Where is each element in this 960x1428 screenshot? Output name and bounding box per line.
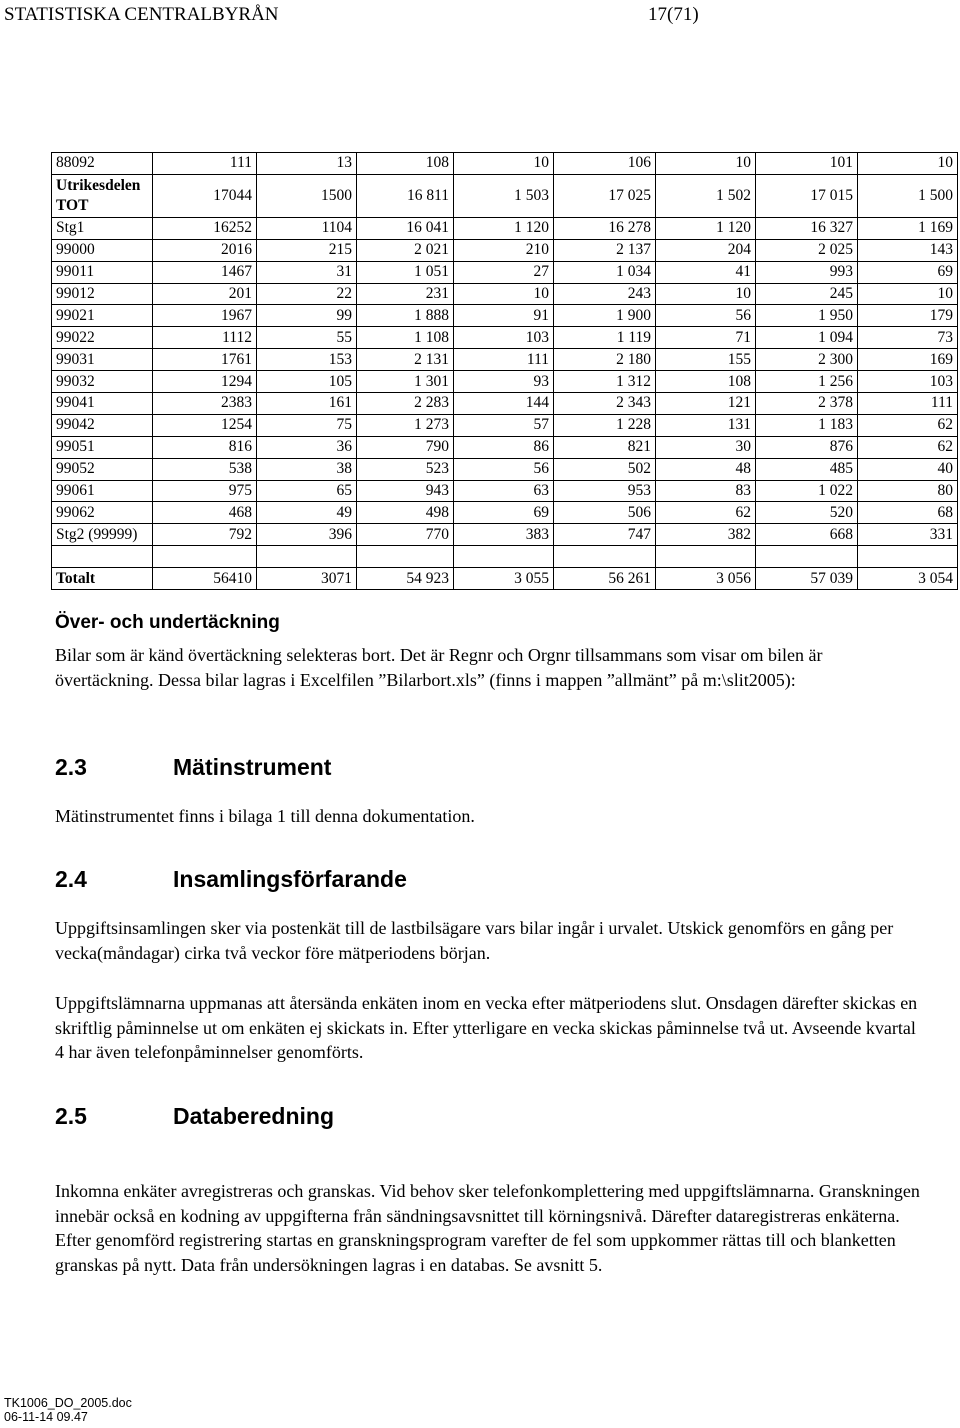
row-label-cell: 99051 [52, 436, 153, 458]
value-cell: 111 [454, 349, 554, 371]
value-cell [554, 546, 656, 568]
value-cell: 1 051 [357, 261, 454, 283]
value-cell: 2 021 [357, 239, 454, 261]
value-cell: 56 [656, 305, 756, 327]
value-cell: 520 [756, 502, 858, 524]
value-cell: 131 [656, 414, 756, 436]
footer-date: 06-11-14 09.47 [4, 1410, 88, 1424]
table-row [52, 458, 958, 480]
value-cell: 1 034 [554, 261, 656, 283]
table-row [52, 239, 958, 261]
value-cell: 790 [357, 436, 454, 458]
value-cell: 10 [858, 283, 958, 305]
table-row [52, 174, 958, 217]
table-row [52, 393, 958, 415]
value-cell: 1112 [153, 327, 257, 349]
value-cell: 468 [153, 502, 257, 524]
value-cell: 103 [454, 327, 554, 349]
value-cell: 204 [656, 239, 756, 261]
value-cell: 1 950 [756, 305, 858, 327]
value-cell: 143 [858, 239, 958, 261]
value-cell: 56 261 [554, 568, 656, 590]
value-cell: 62 [656, 502, 756, 524]
value-cell: 498 [357, 502, 454, 524]
table-row [52, 261, 958, 283]
value-cell: 975 [153, 480, 257, 502]
value-cell: 1294 [153, 371, 257, 393]
value-cell: 523 [357, 458, 454, 480]
value-cell: 210 [454, 239, 554, 261]
value-cell: 56 [454, 458, 554, 480]
value-cell: 22 [257, 283, 357, 305]
value-cell: 1 120 [656, 217, 756, 239]
value-cell: 57 039 [756, 568, 858, 590]
value-cell: 80 [858, 480, 958, 502]
value-cell: 27 [454, 261, 554, 283]
section-title: Mätinstrument [173, 754, 332, 780]
value-cell: 17044 [153, 174, 257, 217]
value-cell: 106 [554, 153, 656, 175]
section-2-4-paragraph-1: Uppgiftsinsamlingen sker via postenkät till de lastbilsägare vars bilar ingår i urvalet. Utskick genomförs en gång per vecka(måndagar) cirka två veckor före mätperiodens början. [55, 918, 894, 963]
value-cell: 121 [656, 393, 756, 415]
value-cell: 1 119 [554, 327, 656, 349]
section-2-4-paragraph-2: Uppgiftslämnarna uppmanas att återsända enkäten inom en vecka efter mätperiodens slut. Onsdagen därefter skickas en skriftlig påminnelse ut om enkäten ej skickats in. Efter ytterligare en vecka skickas påminnelse två ut. Avseende kvartal 4 har även telefonpåminnelser genomförts. [55, 993, 918, 1062]
value-cell: 108 [656, 371, 756, 393]
value-cell: 1 503 [454, 174, 554, 217]
value-cell: 1 502 [656, 174, 756, 217]
value-cell: 943 [357, 480, 454, 502]
value-cell: 69 [454, 502, 554, 524]
overtackning-heading: Över- och undertäckning [55, 612, 280, 633]
value-cell: 13 [257, 153, 357, 175]
value-cell: 2 025 [756, 239, 858, 261]
row-label-cell: 99031 [52, 349, 153, 371]
value-cell: 57 [454, 414, 554, 436]
section-number: 2.3 [55, 754, 87, 780]
value-cell [454, 546, 554, 568]
value-cell: 179 [858, 305, 958, 327]
value-cell: 75 [257, 414, 357, 436]
value-cell: 2 343 [554, 393, 656, 415]
section-title: Databeredning [173, 1103, 335, 1129]
value-cell: 10 [656, 153, 756, 175]
value-cell: 1104 [257, 217, 357, 239]
row-label-cell: 99032 [52, 371, 153, 393]
value-cell: 502 [554, 458, 656, 480]
value-cell: 538 [153, 458, 257, 480]
value-cell: 993 [756, 261, 858, 283]
value-cell: 111 [153, 153, 257, 175]
table-row [52, 502, 958, 524]
row-label-cell: 88092 [52, 153, 153, 175]
table-row [52, 371, 958, 393]
section-number: 2.5 [55, 1103, 87, 1129]
row-label-cell: 99052 [52, 458, 153, 480]
value-cell: 54 923 [357, 568, 454, 590]
page-header [4, 4, 704, 28]
value-cell: 215 [257, 239, 357, 261]
value-cell: 668 [756, 524, 858, 546]
value-cell: 68 [858, 502, 958, 524]
table-row [52, 480, 958, 502]
value-cell: 2 378 [756, 393, 858, 415]
section-title: Insamlingsförfarande [173, 866, 407, 892]
section-number: 2.4 [55, 866, 87, 892]
value-cell: 770 [357, 524, 454, 546]
value-cell: 49 [257, 502, 357, 524]
value-cell: 1467 [153, 261, 257, 283]
value-cell: 1 256 [756, 371, 858, 393]
section-2-4-heading [55, 866, 407, 893]
value-cell: 55 [257, 327, 357, 349]
value-cell: 396 [257, 524, 357, 546]
section-2-5-heading [55, 1103, 334, 1130]
value-cell: 73 [858, 327, 958, 349]
value-cell: 243 [554, 283, 656, 305]
value-cell: 36 [257, 436, 357, 458]
value-cell: 105 [257, 371, 357, 393]
organization-name: STATISTISKA CENTRALBYRÅN [4, 4, 279, 25]
table-row [52, 283, 958, 305]
row-label-cell: Stg1 [52, 217, 153, 239]
section-2-5-text: Inkomna enkäter avregistreras och granskas. Vid behov sker telefonkomplettering med uppgiftslämnarna. Granskningen innebär också en kodning av uppgifterna från sändningsavsnittet till körningsnivå. Därefter dataregistreras enkäterna. Efter genomförd registrering startas en granskningsprogram varefter de fel som uppkommer rättas till och blanketten granskas på nytt. Data från undersökningen lagras i en databas. Se avsnitt 5. [55, 1181, 920, 1275]
value-cell: 144 [454, 393, 554, 415]
value-cell: 383 [454, 524, 554, 546]
value-cell: 201 [153, 283, 257, 305]
value-cell: 101 [756, 153, 858, 175]
value-cell: 16252 [153, 217, 257, 239]
value-cell: 83 [656, 480, 756, 502]
row-label-cell: 99021 [52, 305, 153, 327]
row-label-cell: 99042 [52, 414, 153, 436]
value-cell: 1 301 [357, 371, 454, 393]
statistics-table [51, 152, 958, 590]
table-row [52, 524, 958, 546]
value-cell: 153 [257, 349, 357, 371]
value-cell [656, 546, 756, 568]
value-cell: 41 [656, 261, 756, 283]
value-cell: 953 [554, 480, 656, 502]
value-cell: 103 [858, 371, 958, 393]
table-row [52, 568, 958, 590]
value-cell: 2 283 [357, 393, 454, 415]
value-cell: 382 [656, 524, 756, 546]
value-cell: 56410 [153, 568, 257, 590]
value-cell: 155 [656, 349, 756, 371]
value-cell: 485 [756, 458, 858, 480]
value-cell: 3071 [257, 568, 357, 590]
value-cell: 31 [257, 261, 357, 283]
value-cell: 10 [656, 283, 756, 305]
value-cell: 108 [357, 153, 454, 175]
value-cell [858, 546, 958, 568]
value-cell: 245 [756, 283, 858, 305]
value-cell: 63 [454, 480, 554, 502]
table-row [52, 327, 958, 349]
value-cell: 1 273 [357, 414, 454, 436]
value-cell: 40 [858, 458, 958, 480]
value-cell: 2016 [153, 239, 257, 261]
table-row [52, 414, 958, 436]
table-row [52, 436, 958, 458]
value-cell: 17 015 [756, 174, 858, 217]
value-cell: 821 [554, 436, 656, 458]
value-cell: 1 169 [858, 217, 958, 239]
table-row [52, 546, 958, 568]
row-label-cell: 99061 [52, 480, 153, 502]
value-cell: 3 055 [454, 568, 554, 590]
section-2-3-heading [55, 754, 331, 781]
value-cell: 38 [257, 458, 357, 480]
row-label-cell: Stg2 (99999) [52, 524, 153, 546]
value-cell: 1254 [153, 414, 257, 436]
value-cell [756, 546, 858, 568]
value-cell: 331 [858, 524, 958, 546]
value-cell: 1761 [153, 349, 257, 371]
value-cell: 16 278 [554, 217, 656, 239]
value-cell: 99 [257, 305, 357, 327]
value-cell: 1 312 [554, 371, 656, 393]
value-cell: 1967 [153, 305, 257, 327]
value-cell: 2 300 [756, 349, 858, 371]
row-label-cell: Totalt [52, 568, 153, 590]
value-cell: 2383 [153, 393, 257, 415]
row-label-cell: 99012 [52, 283, 153, 305]
value-cell: 792 [153, 524, 257, 546]
value-cell: 93 [454, 371, 554, 393]
value-cell: 1 228 [554, 414, 656, 436]
value-cell: 16 811 [357, 174, 454, 217]
value-cell [257, 546, 357, 568]
row-label-cell [52, 546, 153, 568]
value-cell: 1 500 [858, 174, 958, 217]
value-cell: 16 327 [756, 217, 858, 239]
value-cell: 876 [756, 436, 858, 458]
table-row [52, 217, 958, 239]
value-cell: 71 [656, 327, 756, 349]
overtackning-text: Bilar som är känd övertäckning selekteras bort. Det är Regnr och Orgnr tillsammans som visar om bilen är övertäckning. Dessa bilar lagras i Excelfilen ”Bilarbort.xls” (finns i mappen ”allmänt” på m:\slit2005): [55, 645, 823, 690]
value-cell: 91 [454, 305, 554, 327]
value-cell [153, 546, 257, 568]
value-cell: 816 [153, 436, 257, 458]
table-row [52, 305, 958, 327]
value-cell: 747 [554, 524, 656, 546]
value-cell: 3 054 [858, 568, 958, 590]
row-label-cell: 99041 [52, 393, 153, 415]
row-label-cell: 99000 [52, 239, 153, 261]
value-cell: 169 [858, 349, 958, 371]
value-cell: 2 180 [554, 349, 656, 371]
value-cell: 86 [454, 436, 554, 458]
row-label-cell: Utrikesdelen TOT [52, 174, 153, 217]
page-number: 17(71) [648, 4, 699, 25]
value-cell: 10 [858, 153, 958, 175]
value-cell: 1 183 [756, 414, 858, 436]
page-footer [4, 1396, 132, 1424]
value-cell: 1500 [257, 174, 357, 217]
value-cell: 16 041 [357, 217, 454, 239]
footer-filename: TK1006_DO_2005.doc [4, 1396, 132, 1410]
table-row [52, 349, 958, 371]
value-cell: 1 094 [756, 327, 858, 349]
value-cell [357, 546, 454, 568]
value-cell: 17 025 [554, 174, 656, 217]
value-cell: 69 [858, 261, 958, 283]
value-cell: 3 056 [656, 568, 756, 590]
value-cell: 62 [858, 436, 958, 458]
value-cell: 2 137 [554, 239, 656, 261]
value-cell: 10 [454, 283, 554, 305]
value-cell: 1 888 [357, 305, 454, 327]
value-cell: 1 022 [756, 480, 858, 502]
value-cell: 1 108 [357, 327, 454, 349]
value-cell: 30 [656, 436, 756, 458]
value-cell: 10 [454, 153, 554, 175]
value-cell: 62 [858, 414, 958, 436]
value-cell: 506 [554, 502, 656, 524]
value-cell: 111 [858, 393, 958, 415]
row-label-cell: 99011 [52, 261, 153, 283]
section-2-3-text: Mätinstrumentet finns i bilaga 1 till denna dokumentation. [55, 806, 475, 826]
value-cell: 1 900 [554, 305, 656, 327]
value-cell: 231 [357, 283, 454, 305]
row-label-cell: 99062 [52, 502, 153, 524]
value-cell: 2 131 [357, 349, 454, 371]
row-label-cell: 99022 [52, 327, 153, 349]
value-cell: 161 [257, 393, 357, 415]
table-row [52, 153, 958, 175]
value-cell: 1 120 [454, 217, 554, 239]
value-cell: 48 [656, 458, 756, 480]
value-cell: 65 [257, 480, 357, 502]
